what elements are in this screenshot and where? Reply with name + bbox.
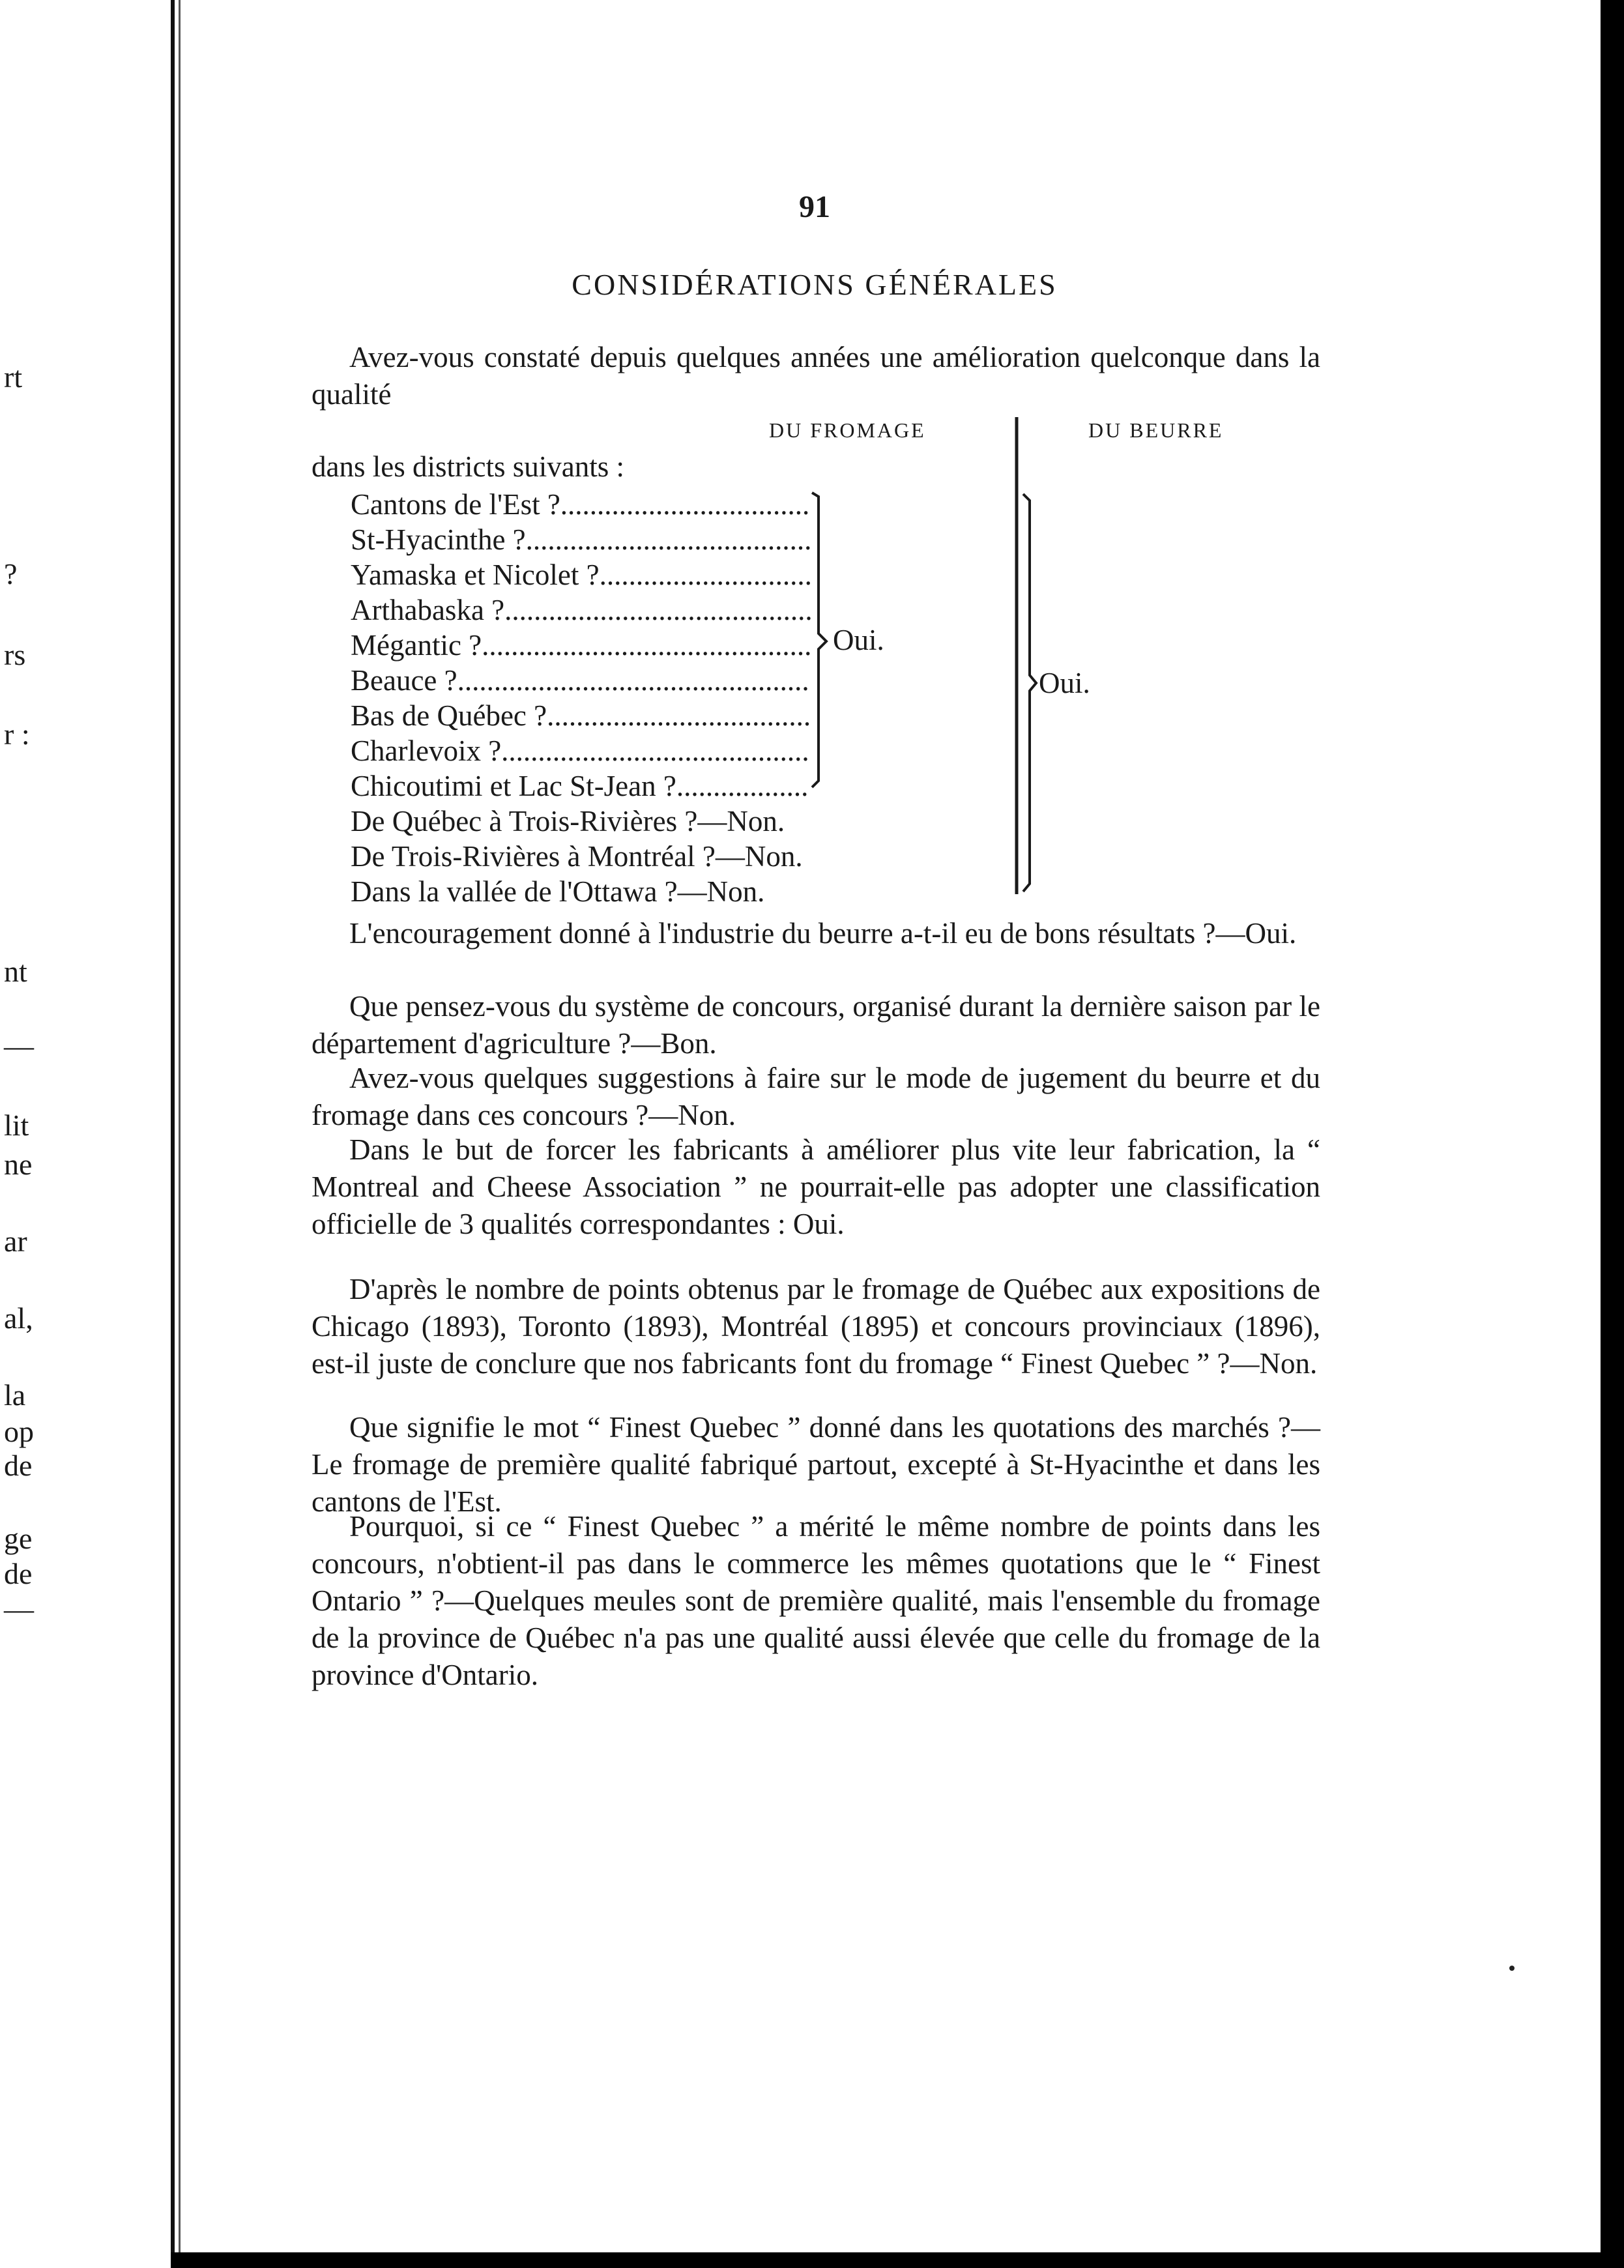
paragraph-text: Que pensez-vous du système de concours, organisé durant la dernière saison par le département d'agriculture ?—Bon. bbox=[312, 990, 1320, 1060]
facing-page-fragment: ? bbox=[4, 557, 18, 590]
facing-page-fragment: al, bbox=[4, 1301, 33, 1335]
facing-page-margin bbox=[0, 0, 171, 2268]
scan-speck bbox=[1509, 1966, 1515, 1971]
fromage-brace bbox=[809, 490, 835, 790]
district-row: Cantons de l'Est ?.................................. bbox=[351, 488, 810, 521]
page-edge-bottom bbox=[171, 2252, 1624, 2268]
district-row: De Québec à Trois-Rivières ?—Non. bbox=[351, 805, 785, 837]
districts-intro: dans les districts suivants : bbox=[312, 450, 624, 483]
district-row: Dans la vallée de l'Ottawa ?—Non. bbox=[351, 875, 765, 908]
district-row: Charlevoix ?.......................................... bbox=[351, 734, 809, 767]
binding-gutter bbox=[171, 0, 175, 2268]
facing-page-fragment: — bbox=[4, 1592, 34, 1625]
facing-page-fragment: ar bbox=[4, 1225, 27, 1258]
facing-page-fragment: op bbox=[4, 1415, 34, 1448]
facing-page-fragment: de bbox=[4, 1449, 33, 1482]
paragraph-text: Que signifie le mot “ Finest Quebec ” donné dans les quotations des marchés ?—Le fromage de première qualité fabriqué partout, excepté à St-Hyacinthe et dans les cantons de l'Est. bbox=[312, 1411, 1320, 1518]
paragraph-text: Avez-vous quelques suggestions à faire sur le mode de jugement du beurre et du fromage dans ces concours ?—Non. bbox=[312, 1062, 1320, 1131]
paragraph bbox=[312, 988, 1320, 1062]
fromage-answer: Oui. bbox=[833, 624, 884, 656]
paragraph bbox=[312, 1271, 1320, 1382]
district-row: Beauce ?................................................ bbox=[351, 664, 809, 697]
facing-page-fragment: de bbox=[4, 1557, 33, 1590]
binding-gutter-shadow bbox=[179, 0, 181, 2268]
facing-page-fragment: la bbox=[4, 1378, 26, 1412]
page-number: 91 bbox=[799, 190, 830, 224]
facing-page-fragment: — bbox=[4, 1029, 34, 1062]
question-intro bbox=[312, 339, 1320, 413]
paragraph-text: L'encouragement donné à l'industrie du beurre a-t-il eu de bons résultats ?—Oui. bbox=[349, 917, 1297, 950]
paragraph-text: D'après le nombre de points obtenus par le fromage de Québec aux expositions de Chicago (1893), Toronto (1893), Montréal (1895) et concours provinciaux (1896), est-il juste de conclure que nos fabricants font du fromage “ Finest Quebec ” ?—Non. bbox=[312, 1273, 1320, 1380]
district-row: Arthabaska ?.......................................... bbox=[351, 594, 813, 626]
district-row: De Trois-Rivières à Montréal ?—Non. bbox=[351, 840, 803, 873]
facing-page-fragment: ne bbox=[4, 1148, 33, 1181]
paragraph bbox=[312, 915, 1320, 952]
paragraph bbox=[312, 1060, 1320, 1134]
facing-page-fragment: r : bbox=[4, 718, 30, 751]
facing-page-fragment: ge bbox=[4, 1522, 33, 1555]
district-row: St-Hyacinthe ?....................................... bbox=[351, 523, 812, 556]
page-edge-right bbox=[1601, 0, 1624, 2268]
question-intro-text: Avez-vous constaté depuis quelques années une amélioration quelconque dans la qualité bbox=[312, 341, 1320, 411]
paragraph bbox=[312, 1131, 1320, 1243]
paragraph bbox=[312, 1409, 1320, 1520]
paragraph-text: Dans le but de forcer les fabricants à améliorer plus vite leur fabrication, la “ Montreal and Cheese Association ” ne pourrait-elle pas adopter une classification officielle de 3 qualités correspondantes : Oui. bbox=[312, 1133, 1320, 1240]
district-row: Chicoutimi et Lac St-Jean ?.................. bbox=[351, 770, 809, 802]
facing-page-fragment: rt bbox=[4, 360, 23, 394]
beurre-column-rule bbox=[1004, 414, 1043, 897]
paragraph-text: Pourquoi, si ce “ Finest Quebec ” a mérité le même nombre de points dans les concours, n'obtient-il pas dans le commerce les mêmes quotations que le “ Finest Ontario ” ?—Quelques meules sont de première qualité, mais l'ensemble du fromage de la province de Québec n'a pas une qualité aussi élevée que celle du fromage de la province d'Ontario. bbox=[312, 1510, 1320, 1691]
facing-page-fragment: rs bbox=[4, 638, 26, 671]
section-title: CONSIDÉRATIONS GÉNÉRALES bbox=[572, 268, 1058, 301]
district-row: Yamaska et Nicolet ?............................. bbox=[351, 559, 812, 591]
paragraph bbox=[312, 1508, 1320, 1694]
facing-page-fragment: nt bbox=[4, 955, 27, 988]
district-row: Mégantic ?............................................. bbox=[351, 629, 812, 662]
district-row: Bas de Québec ?.................................... bbox=[351, 699, 811, 732]
column-heading-beurre: DU BEURRE bbox=[1088, 418, 1224, 442]
column-heading-fromage: DU FROMAGE bbox=[769, 418, 926, 442]
facing-page-fragment: lit bbox=[4, 1109, 29, 1142]
beurre-answer: Oui. bbox=[1039, 667, 1090, 699]
